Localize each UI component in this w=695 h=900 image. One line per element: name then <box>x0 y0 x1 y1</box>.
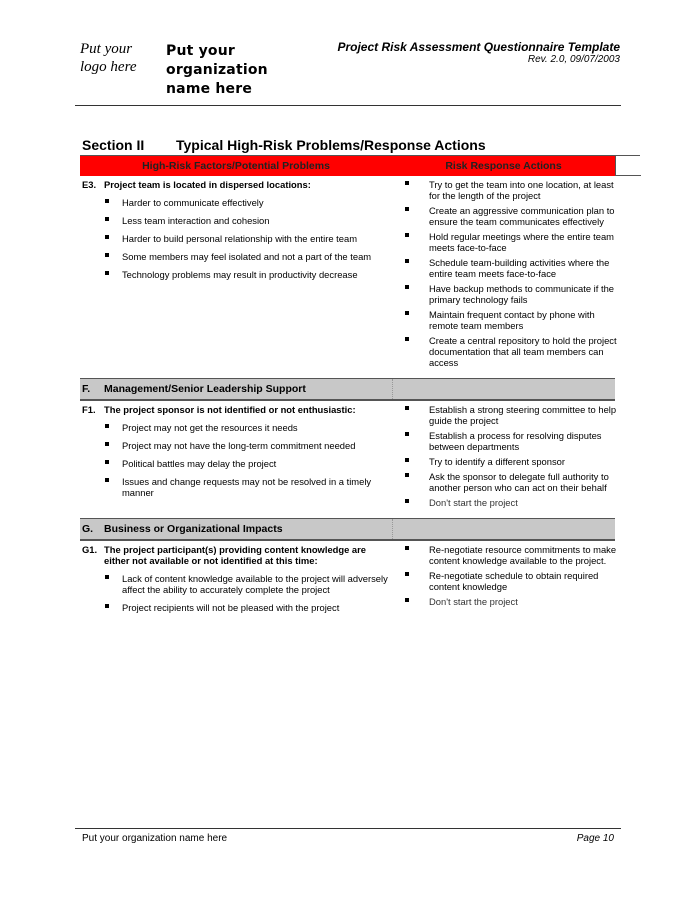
bullet-icon <box>403 544 411 552</box>
table-body <box>80 176 640 613</box>
list-item: Project recipients will not be pleased with the project <box>82 602 392 613</box>
bullet-icon <box>403 179 411 187</box>
bullet-icon <box>103 422 111 430</box>
bullet-icon <box>103 197 111 205</box>
footer-organization-name: Put your organization name here <box>82 833 228 844</box>
category-label <box>82 383 306 395</box>
risk-code: G1. <box>82 544 98 555</box>
category-title: Business or Organizational Impacts <box>104 523 283 535</box>
category-code: F. <box>82 383 91 395</box>
bullet-icon <box>103 440 111 448</box>
bullet-icon <box>403 309 411 317</box>
bullet-icon <box>103 251 111 259</box>
risk-code: E3. <box>82 179 97 190</box>
list-item: Less team interaction and cohesion <box>82 215 392 226</box>
bullet-icon <box>103 602 111 610</box>
list-item: Maintain frequent contact by phone with remote team members <box>395 309 620 331</box>
bullet-icon <box>103 269 111 277</box>
list-item: Ask the sponsor to delegate full authority to another person who can act on their behalf <box>395 471 620 493</box>
list-item: Re-negotiate schedule to obtain required content knowledge <box>395 570 620 592</box>
category-code: G. <box>82 523 94 535</box>
list-item: Lack of content knowledge available to the project will adversely affect the ability to accurately complete the project <box>82 573 392 595</box>
column-divider <box>392 519 393 539</box>
actions-list <box>395 404 620 508</box>
list-item: Establish a strong steering committee to help guide the project <box>395 404 620 426</box>
bullet-icon <box>403 231 411 239</box>
bullet-icon <box>403 456 411 464</box>
problems-cell <box>80 401 392 512</box>
bullet-icon <box>403 570 411 578</box>
list-item: Create a central repository to hold the project documentation that all team members can access <box>395 335 620 368</box>
list-item: Try to identify a different sponsor <box>395 456 620 467</box>
list-item: Harder to build personal relationship with the entire team <box>82 233 392 244</box>
risk-code: F1. <box>82 404 96 415</box>
problems-cell <box>80 176 392 372</box>
bullet-icon <box>403 283 411 291</box>
list-item: Re-negotiate resource commitments to make content knowledge available to the project. <box>395 544 620 566</box>
footer-divider <box>75 828 621 829</box>
risk-question-text: The project sponsor is not identified or not enthusiastic: <box>104 404 356 415</box>
bullet-icon <box>403 430 411 438</box>
logo-placeholder: Put your logo here <box>80 41 137 75</box>
list-item: Technology problems may result in productivity decrease <box>82 269 392 280</box>
column-divider <box>392 379 393 399</box>
list-item: Don't start the project <box>395 596 620 607</box>
page-header <box>80 40 620 105</box>
actions-cell <box>392 541 620 613</box>
problems-list <box>82 197 392 280</box>
table-row <box>80 176 640 372</box>
list-item: Hold regular meetings where the entire team meets face-to-face <box>395 231 620 253</box>
actions-cell <box>392 401 620 512</box>
list-item: Don't start the project <box>395 497 620 508</box>
section-title: Typical High-Risk Problems/Response Actions <box>176 137 486 153</box>
bullet-icon <box>403 205 411 213</box>
category-band <box>80 518 615 541</box>
revision-label: Rev. 2.0, 09/07/2003 <box>527 54 620 65</box>
column-header-problems: High-Risk Factors/Potential Problems <box>142 160 330 172</box>
header-divider <box>75 105 621 106</box>
table-row <box>80 401 640 512</box>
bullet-icon <box>403 335 411 343</box>
problems-list <box>82 573 392 613</box>
bullet-icon <box>403 257 411 265</box>
document-title-block <box>337 40 620 65</box>
category-label <box>82 523 283 535</box>
page-number: Page 10 <box>576 833 614 844</box>
table-header-row <box>80 155 640 176</box>
section-number: Section II <box>82 137 145 153</box>
risk-question <box>82 544 392 566</box>
bullet-icon <box>103 215 111 223</box>
column-header-actions: Risk Response Actions <box>445 160 562 172</box>
problems-cell <box>80 541 392 613</box>
actions-cell <box>392 176 620 372</box>
table-row <box>80 541 640 613</box>
bullet-icon <box>403 497 411 505</box>
list-item: Issues and change requests may not be resolved in a timely manner <box>82 476 392 498</box>
category-band <box>80 378 615 401</box>
list-item: Create an aggressive communication plan to ensure the team communicates effectively <box>395 205 620 227</box>
category-title: Management/Senior Leadership Support <box>104 383 306 395</box>
risk-question <box>82 404 392 415</box>
bullet-icon <box>103 573 111 581</box>
document-title: Project Risk Assessment Questionnaire Template <box>337 40 620 54</box>
section-heading <box>82 137 486 153</box>
actions-list <box>395 179 620 368</box>
bullet-icon <box>103 233 111 241</box>
list-item: Have backup methods to communicate if the primary technology fails <box>395 283 620 305</box>
risk-question <box>82 179 392 190</box>
list-item: Political battles may delay the project <box>82 458 392 469</box>
bullet-icon <box>103 476 111 484</box>
bullet-icon <box>403 471 411 479</box>
problems-list <box>82 422 392 498</box>
table-header-empty-cell <box>615 156 641 176</box>
list-item: Harder to communicate effectively <box>82 197 392 208</box>
bullet-icon <box>403 596 411 604</box>
bullet-icon <box>403 404 411 412</box>
list-item: Project may not get the resources it needs <box>82 422 392 433</box>
risk-table <box>80 155 640 613</box>
list-item: Project may not have the long-term commitment needed <box>82 440 392 451</box>
list-item: Establish a process for resolving disputes between departments <box>395 430 620 452</box>
list-item: Some members may feel isolated and not a part of the team <box>82 251 392 262</box>
list-item: Schedule team-building activities where the entire team meets face-to-face <box>395 257 620 279</box>
list-item: Try to get the team into one location, at least for the length of the project <box>395 179 620 201</box>
bullet-icon <box>103 458 111 466</box>
actions-list <box>395 544 620 607</box>
risk-question-text: The project participant(s) providing content knowledge are either not available or not identified at this time: <box>104 544 367 566</box>
risk-question-text: Project team is located in dispersed locations: <box>104 179 311 190</box>
organization-name-placeholder: Put your organization name here <box>166 43 268 97</box>
